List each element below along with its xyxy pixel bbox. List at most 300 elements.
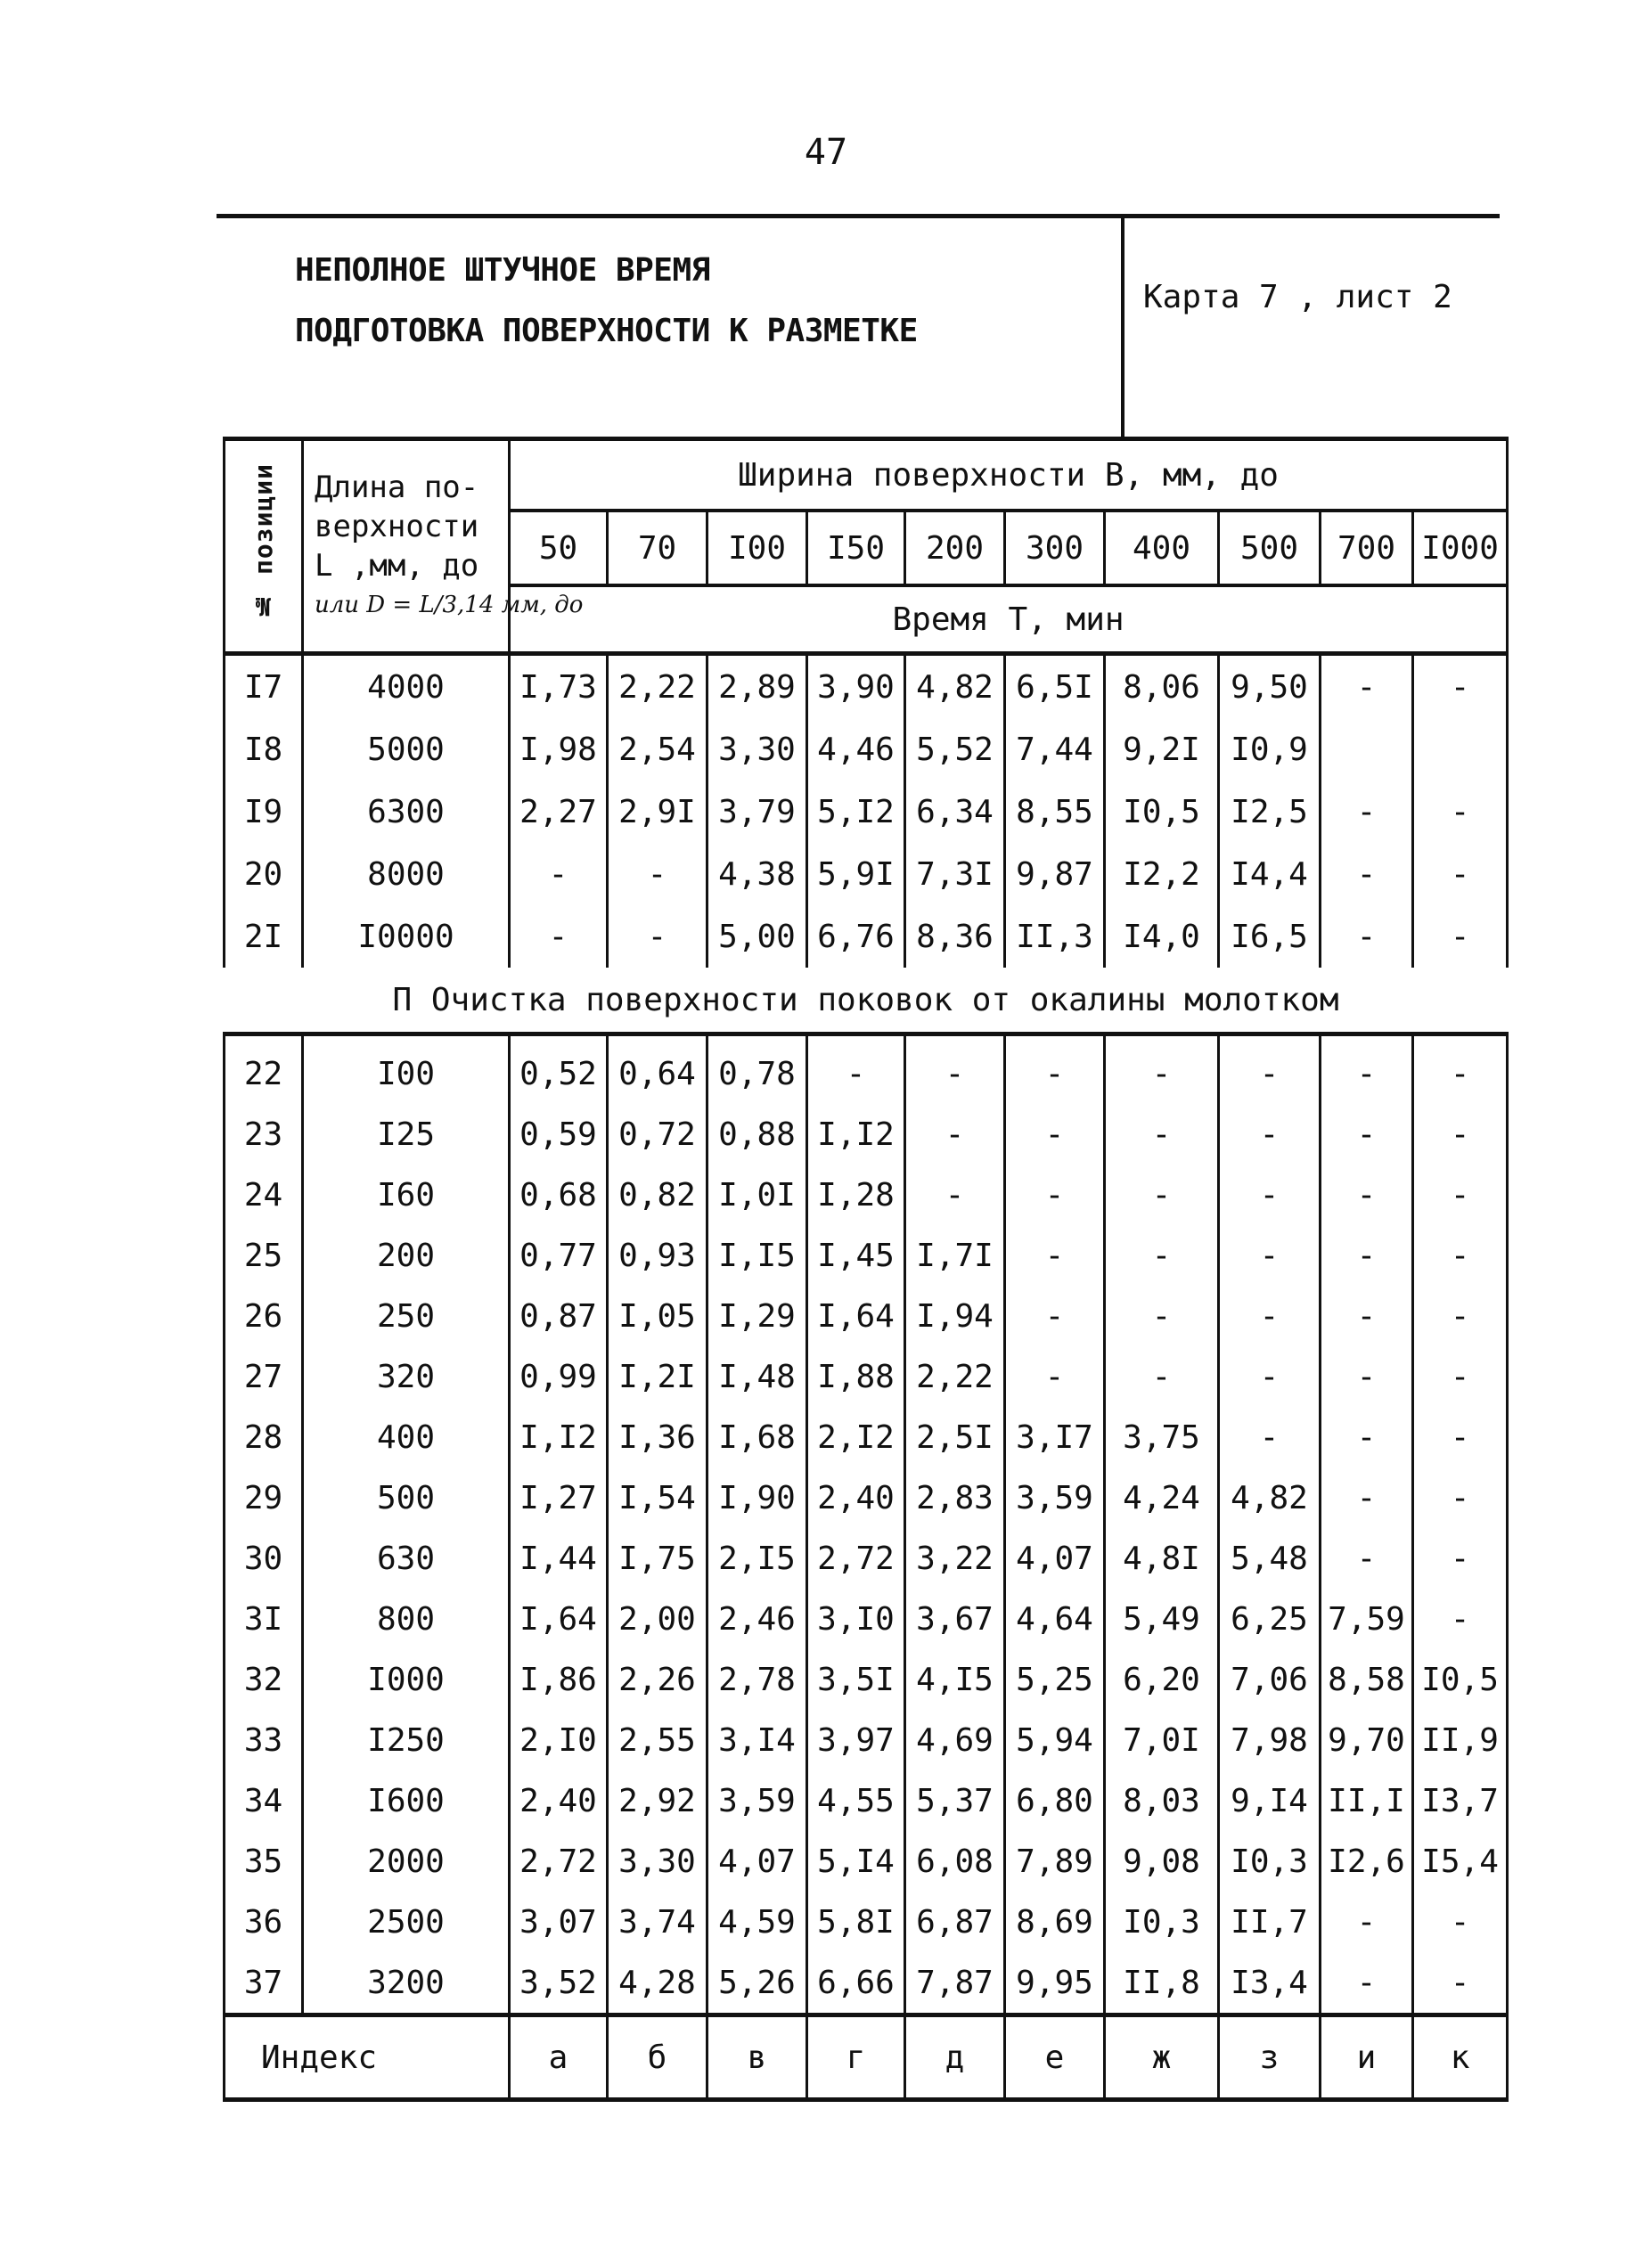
time-value-cell: - [1005,1286,1105,1346]
time-value-cell: - [807,1034,905,1105]
time-value-cell: I,90 [707,1467,807,1528]
time-value-cell: 9,87 [1005,843,1105,905]
time-value-cell: I,64 [807,1286,905,1346]
time-value-cell: - [1321,1892,1413,1952]
time-value-cell: 2,40 [510,1770,608,1831]
time-value-cell: 4,24 [1105,1467,1219,1528]
time-value-cell [1321,718,1413,781]
time-value-cell: 7,0I [1105,1710,1219,1770]
time-value-cell: 5,8I [807,1892,905,1952]
time-value-cell: 0,64 [608,1034,707,1105]
time-value-cell: I,73 [510,654,608,719]
time-value-cell: II,3 [1005,905,1105,968]
time-value-cell: 3,I4 [707,1710,807,1770]
time-value-cell: I,75 [608,1528,707,1589]
time-value-cell: - [1321,1467,1413,1528]
time-value-cell: 2,83 [905,1467,1005,1528]
width-column-header: 400 [1105,511,1219,585]
time-value-cell: 4,55 [807,1770,905,1831]
time-value-cell: 3,30 [707,718,807,781]
width-column-header: 70 [608,511,707,585]
length-header-line-1: Длина по- [315,470,479,505]
table-row [225,1649,1508,1710]
time-value-cell: - [1321,843,1413,905]
time-value-cell: 0,68 [510,1165,608,1225]
time-value-cell: I,64 [510,1589,608,1649]
length-cell: I0000 [303,905,510,968]
time-value-cell: I0,5 [1413,1649,1508,1710]
time-value-cell: 9,50 [1219,654,1321,719]
time-value-cell: 8,55 [1005,781,1105,843]
time-value-cell: - [1413,1589,1508,1649]
time-value-cell: 4,07 [707,1831,807,1892]
title-line-2: ПОДГОТОВКА ПОВЕРХНОСТИ К РАЗМЕТКЕ [295,313,918,349]
time-value-cell: - [1413,1346,1508,1407]
time-value-cell: 6,87 [905,1892,1005,1952]
time-value-cell: I,36 [608,1407,707,1467]
time-value-cell: 2,00 [608,1589,707,1649]
table-row [225,1346,1508,1407]
length-cell: 500 [303,1467,510,1528]
time-value-cell: I2,6 [1321,1831,1413,1892]
time-value-cell: I,29 [707,1286,807,1346]
time-value-cell: I,I2 [807,1104,905,1165]
table-row [225,718,1508,781]
time-value-cell: - [1413,1528,1508,1589]
time-value-cell: I0,3 [1105,1892,1219,1952]
time-value-cell: 7,87 [905,1952,1005,2015]
position-cell: 33 [225,1710,303,1770]
length-header-line-2: верхности [315,509,479,544]
time-value-cell: 8,03 [1105,1770,1219,1831]
time-value-cell: I,44 [510,1528,608,1589]
index-letter-cell: з [1219,2015,1321,2100]
time-value-cell: 3,75 [1105,1407,1219,1467]
table-row [225,1831,1508,1892]
table-body-part-1 [225,654,1508,969]
time-value-cell: 5,94 [1005,1710,1105,1770]
length-cell: 630 [303,1528,510,1589]
table-row [225,1710,1508,1770]
time-value-cell: 5,37 [905,1770,1005,1831]
position-cell: 35 [225,1831,303,1892]
time-value-cell: I,I2 [510,1407,608,1467]
position-cell: 25 [225,1225,303,1286]
time-value-cell: - [1413,905,1508,968]
time-value-cell: I,05 [608,1286,707,1346]
time-value-cell: I2,5 [1219,781,1321,843]
index-letter-cell: и [1321,2015,1413,2100]
length-cell: 320 [303,1346,510,1407]
time-value-cell: 8,58 [1321,1649,1413,1710]
table-row [225,1104,1508,1165]
time-value-cell: 5,48 [1219,1528,1321,1589]
time-value-cell: 2,55 [608,1710,707,1770]
time-value-cell: - [1413,1165,1508,1225]
position-cell: 26 [225,1286,303,1346]
length-cell: I000 [303,1649,510,1710]
time-value-cell: I6,5 [1219,905,1321,968]
time-value-cell: - [1321,1952,1413,2015]
time-value-cell: - [1105,1286,1219,1346]
time-value-cell: 2,54 [608,718,707,781]
time-value-cell: I,48 [707,1346,807,1407]
time-value-cell: 2,5I [905,1407,1005,1467]
table-row [225,1225,1508,1286]
time-value-cell: I0,5 [1105,781,1219,843]
time-value-cell: 4,59 [707,1892,807,1952]
time-value-cell: 4,07 [1005,1528,1105,1589]
time-value-cell: I4,4 [1219,843,1321,905]
time-value-cell: - [1413,1952,1508,2015]
time-value-cell: 2,40 [807,1467,905,1528]
width-column-header: 200 [905,511,1005,585]
position-cell: 28 [225,1407,303,1467]
time-value-cell: I3,7 [1413,1770,1508,1831]
index-letter-cell: в [707,2015,807,2100]
time-value-cell: I,2I [608,1346,707,1407]
time-value-cell: - [1413,1407,1508,1467]
time-value-cell: - [1321,1528,1413,1589]
table-row [225,1407,1508,1467]
time-value-cell: - [1105,1104,1219,1165]
time-value-cell: 2,72 [807,1528,905,1589]
time-value-cell: 6,08 [905,1831,1005,1892]
index-letter-cell: к [1413,2015,1508,2100]
document-header [217,214,1500,438]
table-row [225,654,1508,719]
time-value-cell: 0,93 [608,1225,707,1286]
length-cell: 800 [303,1589,510,1649]
time-value-cell: 6,20 [1105,1649,1219,1710]
time-value-cell: - [1005,1346,1105,1407]
table-row [225,1952,1508,2015]
time-value-cell: 5,I2 [807,781,905,843]
time-value-cell: 2,I5 [707,1528,807,1589]
table-row [225,1467,1508,1528]
time-value-cell: - [1219,1165,1321,1225]
time-value-cell: 7,59 [1321,1589,1413,1649]
position-cell: 22 [225,1034,303,1105]
time-value-cell: - [1321,1165,1413,1225]
table-row [225,1770,1508,1831]
table-body-part-2 [225,1034,1508,2015]
time-value-cell: 5,9I [807,843,905,905]
time-value-cell: - [1321,1104,1413,1165]
time-value-cell: 4,46 [807,718,905,781]
time-value-cell: 3,97 [807,1710,905,1770]
position-cell: 3I [225,1589,303,1649]
time-value-cell: 4,28 [608,1952,707,2015]
index-letter-cell: г [807,2015,905,2100]
time-value-cell: - [1005,1165,1105,1225]
time-value-cell: 5,00 [707,905,807,968]
length-cell: 250 [303,1286,510,1346]
time-value-cell: - [1321,781,1413,843]
time-value-cell: I0,9 [1219,718,1321,781]
length-cell: I250 [303,1710,510,1770]
index-label: Индекс [225,2015,510,2100]
position-cell: 23 [225,1104,303,1165]
time-value-cell: I0,3 [1219,1831,1321,1892]
time-value-cell: 5,26 [707,1952,807,2015]
time-value-cell: - [1005,1034,1105,1105]
time-value-cell: 3,74 [608,1892,707,1952]
width-column-header: 700 [1321,511,1413,585]
time-value-cell: - [1413,654,1508,719]
time-value-cell: 9,2I [1105,718,1219,781]
time-value-cell: - [1005,1225,1105,1286]
time-value-cell: 2,78 [707,1649,807,1710]
time-value-cell: I,68 [707,1407,807,1467]
table-row [225,1165,1508,1225]
position-cell: I9 [225,781,303,843]
time-value-cell: 5,49 [1105,1589,1219,1649]
time-value-cell: 5,25 [1005,1649,1105,1710]
length-cell: I25 [303,1104,510,1165]
time-value-cell: 0,88 [707,1104,807,1165]
table-row [225,905,1508,968]
length-cell: 400 [303,1407,510,1467]
position-cell: 30 [225,1528,303,1589]
time-value-cell: 6,76 [807,905,905,968]
time-value-cell: 2,27 [510,781,608,843]
time-value-cell: 6,5I [1005,654,1105,719]
time-value-cell: 6,25 [1219,1589,1321,1649]
time-value-cell: I2,2 [1105,843,1219,905]
time-value-cell: I3,4 [1219,1952,1321,2015]
time-value-cell: 0,87 [510,1286,608,1346]
time-value-cell: 0,78 [707,1034,807,1105]
length-cell: 4000 [303,654,510,719]
time-value-cell: 2,26 [608,1649,707,1710]
time-value-cell: 3,52 [510,1952,608,2015]
index-row [225,2015,1508,2100]
time-value-cell: 0,72 [608,1104,707,1165]
index-letter-cell: е [1005,2015,1105,2100]
time-value-cell: 3,30 [608,1831,707,1892]
time-value-cell: - [1219,1104,1321,1165]
length-header-line-3: L ,мм, до [315,548,479,584]
length-cell: I600 [303,1770,510,1831]
table-row [225,1892,1508,1952]
time-value-cell: 2,I0 [510,1710,608,1770]
length-cell: 2000 [303,1831,510,1892]
time-value-cell: - [905,1034,1005,1105]
length-cell: 3200 [303,1952,510,2015]
time-value-cell: 3,22 [905,1528,1005,1589]
time-value-cell: 6,66 [807,1952,905,2015]
time-value-cell: - [1219,1346,1321,1407]
length-cell: 200 [303,1225,510,1286]
time-value-cell: 2,72 [510,1831,608,1892]
time-value-cell: 0,52 [510,1034,608,1105]
position-cell: I8 [225,718,303,781]
time-value-cell: 3,79 [707,781,807,843]
time-value-cell: - [1321,654,1413,719]
time-value-cell: - [1105,1225,1219,1286]
time-value-cell: 4,82 [1219,1467,1321,1528]
time-value-cell: - [1413,1225,1508,1286]
time-value-cell: 0,59 [510,1104,608,1165]
time-value-cell [1413,718,1508,781]
time-value-cell: 4,82 [905,654,1005,719]
time-value-cell: - [1105,1346,1219,1407]
width-column-header: I000 [1413,511,1508,585]
time-value-cell: - [1321,1407,1413,1467]
table-row [225,1528,1508,1589]
time-value-cell: 4,8I [1105,1528,1219,1589]
width-column-header: 50 [510,511,608,585]
time-value-cell: - [1105,1034,1219,1105]
position-cell: 24 [225,1165,303,1225]
time-value-cell: - [1413,843,1508,905]
time-value-cell: 2,22 [608,654,707,719]
time-value-cell: 3,90 [807,654,905,719]
time-value-cell: I,94 [905,1286,1005,1346]
index-letter-cell: б [608,2015,707,2100]
index-letter-cell: а [510,2015,608,2100]
time-value-cell: - [1321,1346,1413,1407]
time-value-cell: - [1413,1034,1508,1105]
time-value-cell: 3,59 [1005,1467,1105,1528]
time-value-cell: 0,82 [608,1165,707,1225]
title-line-1: НЕПОЛНОЕ ШТУЧНОЕ ВРЕМЯ [295,252,710,289]
position-cell: 37 [225,1952,303,2015]
time-value-cell: 9,I4 [1219,1770,1321,1831]
time-value-cell: 3,I7 [1005,1407,1105,1467]
width-column-header: 500 [1219,511,1321,585]
time-value-cell: - [1219,1407,1321,1467]
time-value-cell: I,98 [510,718,608,781]
time-value-cell: 3,I0 [807,1589,905,1649]
time-value-cell: I,86 [510,1649,608,1710]
time-value-cell: 6,80 [1005,1770,1105,1831]
position-cell: 27 [225,1346,303,1407]
width-column-header: I50 [807,511,905,585]
time-value-cell: - [1413,781,1508,843]
width-column-header: 300 [1005,511,1105,585]
time-value-cell: I,7I [905,1225,1005,1286]
time-value-cell: - [1413,1286,1508,1346]
page-number: 47 [804,132,848,173]
time-value-cell: II,9 [1413,1710,1508,1770]
time-value-cell: I,54 [608,1467,707,1528]
time-value-cell: 7,06 [1219,1649,1321,1710]
time-value-cell: - [608,905,707,968]
time-value-cell: 5,I4 [807,1831,905,1892]
time-value-cell: 7,98 [1219,1710,1321,1770]
time-value-cell: 4,64 [1005,1589,1105,1649]
time-value-cell: 2,89 [707,654,807,719]
length-header-note: или D = L/3,14 мм, до [315,592,584,618]
time-value-cell: - [1321,1225,1413,1286]
header-divider [1121,218,1125,438]
time-value-cell: 2,22 [905,1346,1005,1407]
index-letter-cell: д [905,2015,1005,2100]
time-value-cell: II,8 [1105,1952,1219,2015]
time-value-cell: I5,4 [1413,1831,1508,1892]
time-value-cell: 5,52 [905,718,1005,781]
length-cell: I00 [303,1034,510,1105]
time-value-cell: I,I5 [707,1225,807,1286]
time-value-cell: I,0I [707,1165,807,1225]
time-value-cell: 4,I5 [905,1649,1005,1710]
time-value-cell: 0,99 [510,1346,608,1407]
time-value-cell: 9,95 [1005,1952,1105,2015]
time-value-cell: 7,3I [905,843,1005,905]
time-value-cell: I,27 [510,1467,608,1528]
time-value-cell: I,88 [807,1346,905,1407]
position-cell: 20 [225,843,303,905]
time-value-cell: - [510,843,608,905]
time-value-cell: - [1219,1286,1321,1346]
position-cell: 36 [225,1892,303,1952]
length-cell: 2500 [303,1892,510,1952]
card-reference: Карта 7 , лист 2 [1143,279,1452,315]
position-cell: 29 [225,1467,303,1528]
time-value-cell: 3,59 [707,1770,807,1831]
width-column-header: I00 [707,511,807,585]
time-value-cell: 2,46 [707,1589,807,1649]
time-value-cell: 2,92 [608,1770,707,1831]
time-value-cell: - [608,843,707,905]
width-header: Ширина поверхности В, мм, до [510,439,1508,511]
length-cell: 6300 [303,781,510,843]
section-2-title: П Очистка поверхности поковок от окалины молотком [225,968,1508,1034]
time-norms-table [223,437,1509,2102]
time-value-cell: 8,06 [1105,654,1219,719]
time-value-cell: 9,08 [1105,1831,1219,1892]
time-value-cell: 6,34 [905,781,1005,843]
position-cell: I7 [225,654,303,719]
time-value-cell: 4,38 [707,843,807,905]
time-value-cell: 9,70 [1321,1710,1413,1770]
time-value-cell: - [1005,1104,1105,1165]
length-cell: I60 [303,1165,510,1225]
time-value-cell: - [1105,1165,1219,1225]
time-value-cell: - [1219,1034,1321,1105]
time-value-cell: - [1413,1467,1508,1528]
position-cell: 2I [225,905,303,968]
time-value-cell: I4,0 [1105,905,1219,968]
time-value-cell: II,I [1321,1770,1413,1831]
time-value-cell: - [1321,1034,1413,1105]
time-value-cell: I,45 [807,1225,905,1286]
time-value-cell: - [905,1165,1005,1225]
time-value-cell: 7,89 [1005,1831,1105,1892]
time-header: Время Т, мин [510,585,1508,654]
time-value-cell: - [905,1104,1005,1165]
position-header-cell [225,439,303,654]
position-cell: 32 [225,1649,303,1710]
time-value-cell: - [1413,1892,1508,1952]
table-row [225,843,1508,905]
time-value-cell: 3,5I [807,1649,905,1710]
time-value-cell: 3,07 [510,1892,608,1952]
time-value-cell: 4,69 [905,1710,1005,1770]
time-value-cell: II,7 [1219,1892,1321,1952]
table-row [225,1286,1508,1346]
time-value-cell: 7,44 [1005,718,1105,781]
time-value-cell: 8,69 [1005,1892,1105,1952]
time-value-cell: 0,77 [510,1225,608,1286]
time-value-cell: - [1413,1104,1508,1165]
position-header: № позиции [249,463,278,621]
position-cell: 34 [225,1770,303,1831]
time-value-cell: - [1321,1286,1413,1346]
time-value-cell: - [1219,1225,1321,1286]
